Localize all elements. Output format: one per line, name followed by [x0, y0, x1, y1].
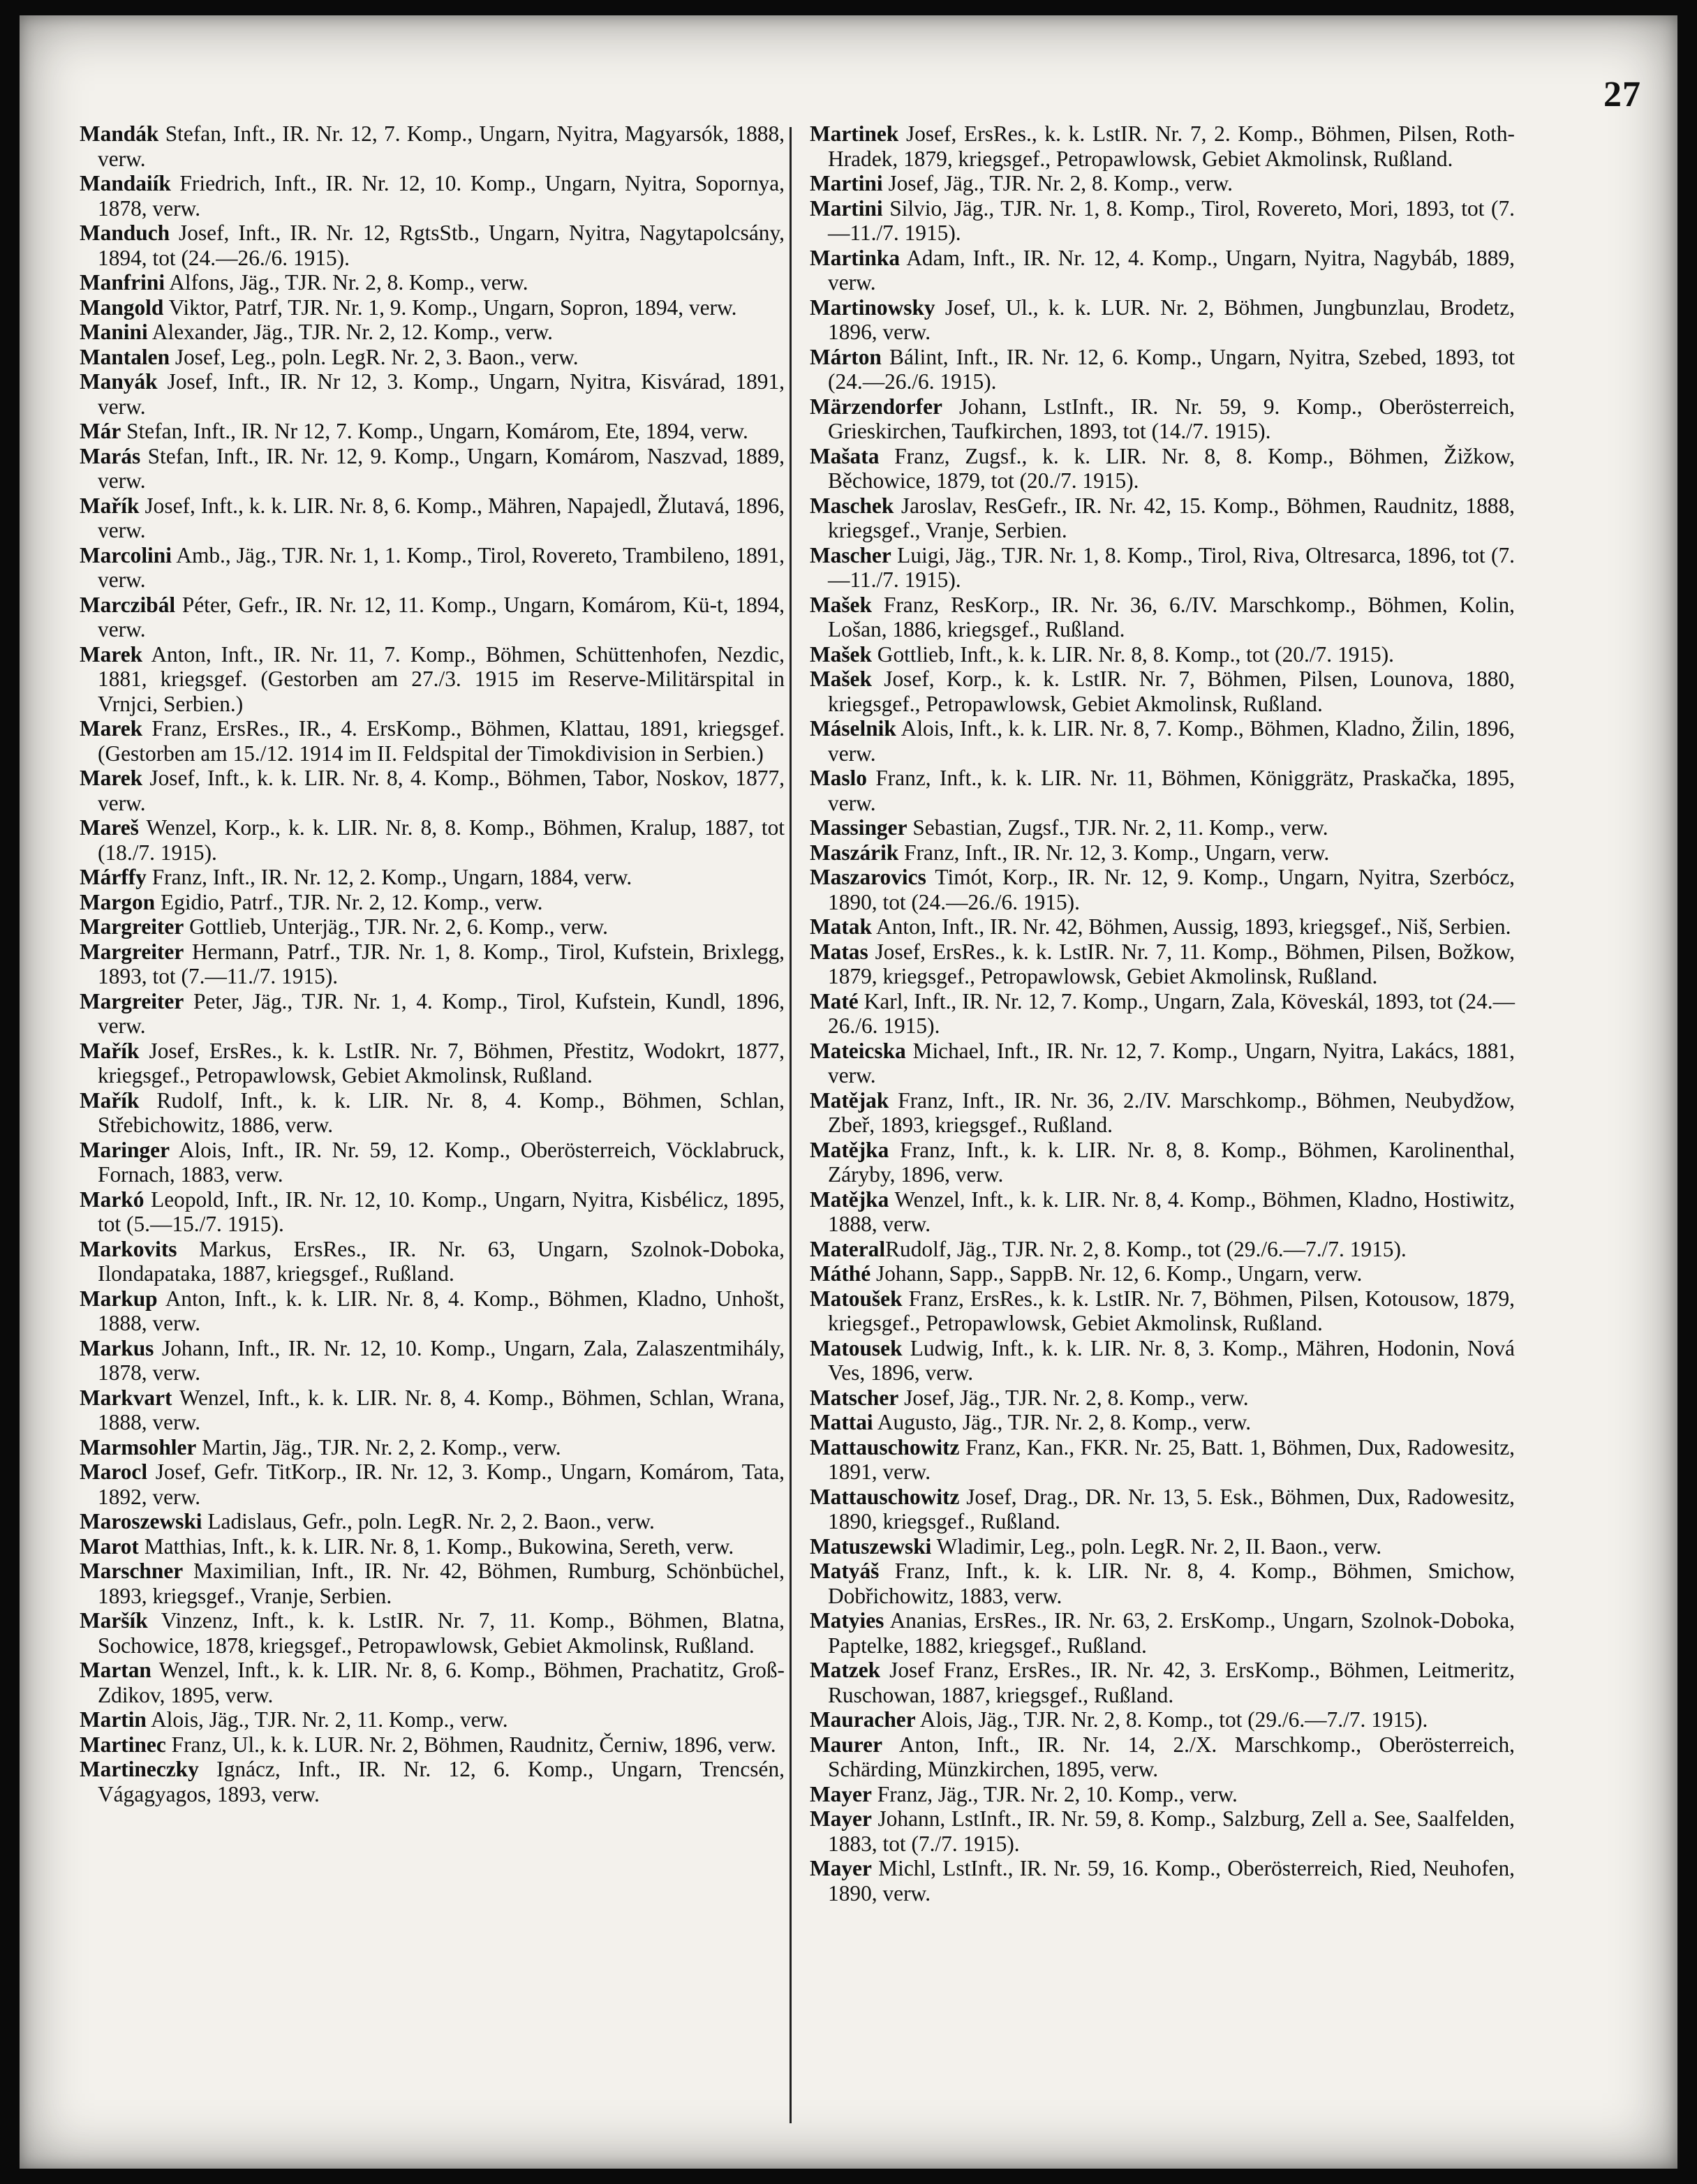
list-entry — [810, 1088, 1515, 1138]
list-entry — [810, 543, 1515, 593]
list-entry — [810, 1336, 1515, 1386]
list-entry — [80, 890, 785, 915]
entry-details: Viktor, Patrf, TJR. Nr. 1, 9. Komp., Ungarn, Sopron, 1894, verw. — [163, 295, 737, 320]
entry-details: Markus, ErsRes., IR. Nr. 63, Ungarn, Szolnok-Doboka, Ilondapataka, 1887, kriegsgef., Rußland. — [98, 1236, 785, 1286]
list-entry — [810, 1534, 1515, 1559]
entry-surname: Maringer — [80, 1137, 170, 1162]
list-entry — [80, 444, 785, 493]
list-entry — [810, 1707, 1515, 1732]
entry-surname: Matscher — [810, 1385, 899, 1410]
entry-details: Jaroslav, ResGefr., IR. Nr. 42, 15. Komp., Böhmen, Raudnitz, 1888, kriegsgef., Vranje, Serbien. — [828, 493, 1515, 542]
entry-surname: Mandák — [80, 121, 159, 146]
entry-surname: Martini — [810, 171, 883, 195]
entry-details: Alexander, Jäg., TJR. Nr. 2, 12. Komp., verw. — [147, 320, 553, 344]
entry-surname: Materal — [810, 1236, 886, 1261]
entry-details: Johann, Inft., IR. Nr. 12, 10. Komp., Ungarn, Zala, Zalaszentmihály, 1878, verw. — [98, 1335, 785, 1385]
entry-surname: Mašek — [810, 667, 872, 691]
entry-details: Leopold, Inft., IR. Nr. 12, 10. Komp., Ungarn, Nyitra, Kisbélicz, 1895, tot (5.—15./7. 1915). — [98, 1187, 785, 1236]
entry-surname: Martin — [80, 1707, 147, 1732]
entry-details: Josef, ErsRes., k. k. LstIR. Nr. 7, 11. Komp., Böhmen, Pilsen, Božkow, 1879, kriegsgef., Petropawlowsk, Gebiet Akmolinsk, Rußland. — [828, 939, 1515, 988]
entry-surname: Marás — [80, 443, 141, 468]
entry-surname: Matějka — [810, 1137, 889, 1162]
entry-surname: Markup — [80, 1286, 158, 1311]
entry-surname: Manduch — [80, 221, 170, 245]
entry-details: Josef Franz, ErsRes., IR. Nr. 42, 3. ErsKomp., Böhmen, Leitmeritz, Ruschowan, 1887, kriegsgef., Rußland. — [828, 1658, 1515, 1707]
entry-surname: Matas — [810, 939, 868, 964]
list-entry — [810, 1658, 1515, 1707]
list-entry — [80, 1757, 785, 1806]
list-entry — [80, 914, 785, 939]
list-entry — [810, 667, 1515, 716]
list-entry — [810, 394, 1515, 444]
list-entry — [810, 1386, 1515, 1411]
entry-surname: Mateicska — [810, 1038, 906, 1063]
list-entry — [810, 766, 1515, 815]
entry-surname: Mašek — [810, 592, 872, 617]
entry-details: Alfons, Jäg., TJR. Nr. 2, 8. Komp., verw. — [165, 270, 528, 295]
entry-details: Peter, Jäg., TJR. Nr. 1, 4. Komp., Tirol, Kufstein, Kundl, 1896, verw. — [98, 988, 785, 1038]
list-entry — [80, 1286, 785, 1336]
entry-details: Johann, LstInft., IR. Nr. 59, 9. Komp., Oberösterreich, Grieskirchen, Taufkirchen, 1893, tot (14./7. 1915). — [828, 394, 1515, 443]
entry-surname: Maszarovics — [810, 865, 926, 889]
entry-details: Josef, Inft., k. k. LIR. Nr. 8, 6. Komp., Mähren, Napajedl, Žlutavá, 1896, verw. — [98, 493, 785, 542]
list-entry — [810, 444, 1515, 493]
entry-details: Gottlieb, Unterjäg., TJR. Nr. 2, 6. Komp., verw. — [184, 914, 608, 939]
list-entry — [810, 246, 1515, 295]
entry-details: Alois, Jäg., TJR. Nr. 2, 8. Komp., tot (29./6.—7./7. 1915). — [915, 1707, 1428, 1732]
list-entry — [80, 1336, 785, 1386]
list-entry — [80, 1386, 785, 1435]
entry-surname: Maszárik — [810, 840, 899, 865]
entry-surname: Marek — [80, 766, 143, 790]
entry-details: Josef, Ul., k. k. LUR. Nr. 2, Böhmen, Jungbunzlau, Brodetz, 1896, verw. — [828, 295, 1515, 344]
entry-surname: Maslo — [810, 766, 867, 790]
entry-details: Bálint, Inft., IR. Nr. 12, 6. Komp., Ungarn, Nyitra, Szebed, 1893, tot (24.—26./6. 1915). — [828, 344, 1515, 394]
entry-surname: Már — [80, 419, 121, 443]
entry-details: Péter, Gefr., IR. Nr. 12, 11. Komp., Ungarn, Komárom, Kü-t, 1894, verw. — [98, 592, 785, 641]
list-entry — [810, 939, 1515, 989]
entry-surname: Mařík — [80, 1087, 140, 1113]
entry-surname: Martineczky — [80, 1757, 199, 1781]
entry-details: Ignácz, Inft., IR. Nr. 12, 6. Komp., Ungarn, Trencsén, Vágagyagos, 1893, verw. — [98, 1757, 785, 1806]
list-entry — [810, 1485, 1515, 1534]
entry-surname: Maté — [810, 988, 859, 1013]
entry-surname: Margreiter — [80, 988, 184, 1013]
list-entry — [80, 1707, 785, 1732]
list-entry — [80, 1039, 785, 1088]
entry-surname: Marek — [80, 641, 143, 667]
list-entry — [810, 1806, 1515, 1856]
entry-surname: Martinka — [810, 245, 901, 270]
entry-details: Michl, LstInft., IR. Nr. 59, 16. Komp., Oberösterreich, Ried, Neuhofen, 1890, verw. — [828, 1856, 1515, 1906]
entry-details: Wenzel, Korp., k. k. LIR. Nr. 8, 8. Komp., Böhmen, Kralup, 1887, tot (18./7. 1915). — [98, 815, 785, 865]
entry-surname: Mašata — [810, 443, 880, 468]
list-entry — [810, 815, 1515, 840]
entry-details: Martin, Jäg., TJR. Nr. 2, 2. Komp., verw. — [196, 1434, 561, 1459]
list-entry — [80, 221, 785, 270]
list-entry — [810, 1856, 1515, 1906]
list-entry — [80, 320, 785, 345]
entry-surname: Matoušek — [810, 1286, 903, 1311]
list-entry — [810, 1138, 1515, 1187]
entry-surname: Matuszewski — [810, 1533, 932, 1559]
entry-surname: Massinger — [810, 815, 907, 840]
list-entry — [80, 1459, 785, 1509]
list-entry — [810, 1732, 1515, 1782]
entry-details: Franz, ResKorp., IR. Nr. 36, 6./IV. Marschkomp., Böhmen, Kolin, Lošan, 1886, kriegsgef., Rußland. — [828, 592, 1515, 641]
entry-surname: Mandaiík — [80, 171, 171, 195]
entry-details: Timót, Korp., IR. Nr. 12, 9. Komp., Ungarn, Nyitra, Szerbócz, 1890, tot (24.—26./6. 1915). — [828, 865, 1515, 914]
entry-details: Vinzenz, Inft., k. k. LstIR. Nr. 7, 11. Komp., Böhmen, Blatna, Sochowice, 1878, kriegsgef., Petropawlowsk, Gebiet Akmolinsk, Rußland. — [98, 1608, 785, 1658]
list-entry — [810, 1187, 1515, 1237]
entry-surname: Mayer — [810, 1781, 872, 1806]
entry-surname: Martinek — [810, 121, 899, 146]
entry-surname: Matyies — [810, 1608, 884, 1633]
entry-details: Hermann, Patrf., TJR. Nr. 1, 8. Komp., Tirol, Kufstein, Brixlegg, 1893, tot (7.—11./7. 1915). — [98, 939, 785, 988]
entry-surname: Matousek — [810, 1335, 903, 1360]
entry-details: Anton, Inft., IR. Nr. 42, Böhmen, Aussig, 1893, kriegsgef., Niš, Serbien. — [871, 914, 1511, 939]
entry-surname: Mattauschowitz — [810, 1434, 960, 1459]
list-entry — [810, 1237, 1515, 1262]
list-entry — [810, 593, 1515, 642]
entry-surname: Mayer — [810, 1806, 872, 1831]
entry-details: Ludwig, Inft., k. k. LIR. Nr. 8, 3. Komp., Mähren, Hodonin, Nová Ves, 1896, verw. — [828, 1335, 1515, 1385]
entry-surname: Márffy — [80, 865, 147, 889]
list-entry — [810, 716, 1515, 766]
entry-details: Johann, Sapp., SappB. Nr. 12, 6. Komp., Ungarn, verw. — [870, 1261, 1363, 1286]
entry-details: Josef, Inft., IR. Nr. 12, RgtsStb., Ungarn, Nyitra, Nagytapolcsány, 1894, tot (24.—26./6. 1915). — [98, 221, 785, 270]
entry-surname: Märzendorfer — [810, 394, 942, 419]
entry-details: Matthias, Inft., k. k. LIR. Nr. 8, 1. Komp., Bukowina, Sereth, verw. — [138, 1533, 734, 1559]
entry-details: Stefan, Inft., IR. Nr. 12, 9. Komp., Ungarn, Komárom, Naszvad, 1889, verw. — [98, 443, 785, 493]
entry-details: Franz, Inft., k. k. LIR. Nr. 8, 4. Komp., Böhmen, Smichow, Dobřichowitz, 1883, verw. — [828, 1559, 1515, 1608]
list-entry — [80, 642, 785, 717]
list-entry — [80, 766, 785, 815]
entry-surname: Manyák — [80, 369, 158, 394]
entry-details: Alois, Inft., IR. Nr. 59, 12. Komp., Oberösterreich, Vöcklabruck, Fornach, 1883, verw. — [98, 1137, 785, 1187]
entry-details: Maximilian, Inft., IR. Nr. 42, Böhmen, Rumburg, Schönbüchel, 1893, kriegsgef., Vranje, Serbien. — [98, 1559, 785, 1608]
list-entry — [810, 295, 1515, 345]
entry-surname: Matak — [810, 914, 872, 939]
list-entry — [80, 1435, 785, 1460]
entry-surname: Mayer — [810, 1856, 872, 1880]
list-entry — [810, 1039, 1515, 1088]
entry-surname: Margon — [80, 889, 156, 914]
list-entry — [80, 1732, 785, 1758]
entry-details: Franz, ErsRes., k. k. LstIR. Nr. 7, Böhmen, Pilsen, Kotousow, 1879, kriegsgef., Petropawlowsk, Gebiet Akmolinsk, Rußland. — [828, 1286, 1515, 1335]
entry-details: Stefan, Inft., IR. Nr. 12, 7. Komp., Ungarn, Nyitra, Magyarsók, 1888, verw. — [98, 121, 785, 171]
list-entry — [80, 593, 785, 642]
entry-details: Franz, Inft., IR. Nr. 12, 3. Komp., Ungarn, verw. — [898, 840, 1330, 865]
entry-details: Franz, Inft., IR. Nr. 36, 2./IV. Marschkomp., Böhmen, Neubydžow, Zbeř, 1893, kriegsgef., Rußland. — [828, 1087, 1515, 1137]
entry-details: Wenzel, Inft., k. k. LIR. Nr. 8, 4. Komp., Böhmen, Schlan, Wrana, 1888, verw. — [98, 1385, 785, 1434]
list-entry — [810, 642, 1515, 667]
entry-surname: Markvart — [80, 1385, 172, 1410]
entry-details: Ladislaus, Gefr., poln. LegR. Nr. 2, 2. Baon., verw. — [202, 1509, 655, 1533]
entry-details: Franz, Zugsf., k. k. LIR. Nr. 8, 8. Komp., Böhmen, Žižkow, Běchowice, 1879, tot (20./7. 1915). — [828, 443, 1515, 493]
list-entry — [810, 345, 1515, 394]
entry-details: Josef, Gefr. TitKorp., IR. Nr. 12, 3. Komp., Ungarn, Komárom, Tata, 1892, verw. — [98, 1459, 785, 1509]
entry-details: Franz, Inft., IR. Nr. 12, 2. Komp., Ungarn, 1884, verw. — [146, 865, 632, 889]
entry-surname: Margreiter — [80, 914, 184, 939]
list-entry — [80, 419, 785, 444]
list-entry — [80, 865, 785, 890]
entry-details: Franz, Ul., k. k. LUR. Nr. 2, Böhmen, Raudnitz, Černiw, 1896, verw. — [165, 1732, 776, 1757]
document-page — [20, 15, 1677, 2169]
entry-surname: Manini — [80, 320, 148, 344]
entry-details: Wenzel, Inft., k. k. LIR. Nr. 8, 6. Komp., Böhmen, Prachatitz, Groß-Zdikov, 1895, verw. — [98, 1658, 785, 1707]
entry-details: Josef, Korp., k. k. LstIR. Nr. 7, Böhmen, Pilsen, Lounova, 1880, kriegsgef., Petropawlowsk, Gebiet Akmolinsk, Rußland. — [828, 667, 1515, 716]
column-divider — [790, 127, 792, 2123]
list-entry — [80, 1534, 785, 1559]
list-entry — [80, 1559, 785, 1608]
entry-surname: Matyáš — [810, 1559, 880, 1583]
list-entry — [80, 369, 785, 419]
entry-surname: Mařík — [80, 493, 140, 518]
entry-details: Rudolf, Jäg., TJR. Nr. 2, 8. Komp., tot (29./6.—7./7. 1915). — [885, 1236, 1407, 1261]
list-entry — [80, 270, 785, 295]
entry-surname: Mangold — [80, 295, 164, 320]
list-entry — [810, 493, 1515, 543]
list-entry — [80, 1138, 785, 1187]
entry-surname: Mařík — [80, 1038, 140, 1063]
entry-surname: Markó — [80, 1187, 144, 1212]
list-entry — [810, 1410, 1515, 1435]
list-entry — [810, 1286, 1515, 1336]
entry-details: Alois, Inft., k. k. LIR. Nr. 8, 7. Komp., Böhmen, Kladno, Žilin, 1896, verw. — [828, 716, 1515, 766]
list-entry — [80, 493, 785, 543]
entry-surname: Matějak — [810, 1087, 889, 1113]
list-entry — [810, 1782, 1515, 1807]
entry-surname: Máthé — [810, 1261, 871, 1286]
list-entry — [80, 815, 785, 865]
list-entry — [810, 196, 1515, 246]
right-column — [810, 121, 1515, 1906]
list-entry — [810, 865, 1515, 914]
entry-details: Gottlieb, Inft., k. k. LIR. Nr. 8, 8. Komp., tot (20./7. 1915). — [871, 641, 1395, 667]
entry-details: Friedrich, Inft., IR. Nr. 12, 10. Komp., Ungarn, Nyitra, Sopornya, 1878, verw. — [98, 171, 785, 221]
entry-details: Amb., Jäg., TJR. Nr. 1, 1. Komp., Tirol, Rovereto, Trambileno, 1891, verw. — [98, 542, 785, 592]
entry-details: Josef, Inft., IR. Nr 12, 3. Komp., Ungarn, Nyitra, Kisvárad, 1891, verw. — [98, 369, 785, 419]
left-column — [80, 121, 785, 1806]
entry-details: Josef, Jäg., TJR. Nr. 2, 8. Komp., verw. — [882, 171, 1233, 195]
list-entry — [80, 1187, 785, 1237]
entry-details: Sebastian, Zugsf., TJR. Nr. 2, 11. Komp., verw. — [907, 815, 1328, 840]
entry-details: Ananias, ErsRes., IR. Nr. 63, 2. ErsKomp., Ungarn, Szolnok-Doboka, Paptelke, 1882, kriegsgef., Rußland. — [828, 1608, 1515, 1658]
list-entry — [810, 171, 1515, 196]
entry-details: Adam, Inft., IR. Nr. 12, 4. Komp., Ungarn, Nyitra, Nagybáb, 1889, verw. — [828, 245, 1515, 295]
list-entry — [80, 1608, 785, 1658]
list-entry — [80, 716, 785, 766]
list-entry — [810, 1261, 1515, 1286]
entry-surname: Manfrini — [80, 270, 165, 295]
list-entry — [80, 295, 785, 320]
entry-details: Egidio, Patrf., TJR. Nr. 2, 12. Komp., verw. — [155, 889, 543, 914]
entry-details: Anton, Inft., IR. Nr. 11, 7. Komp., Böhmen, Schüttenhofen, Nezdic, 1881, kriegsgef. (Gestorben am 27./3. 1915 im Reserve-Militärspital in Vrnjci, Serbien.) — [98, 641, 785, 716]
list-entry — [80, 543, 785, 593]
entry-surname: Matějka — [810, 1187, 889, 1212]
list-entry — [810, 1559, 1515, 1608]
entry-surname: Marcolini — [80, 542, 172, 567]
list-entry — [810, 989, 1515, 1039]
entry-surname: Maurer — [810, 1732, 883, 1757]
entry-surname: Máselnik — [810, 716, 896, 741]
entry-details: Josef, Inft., k. k. LIR. Nr. 8, 4. Komp., Böhmen, Tabor, Noskov, 1877, verw. — [98, 766, 785, 815]
list-entry — [810, 1435, 1515, 1485]
entry-details: Stefan, Inft., IR. Nr 12, 7. Komp., Ungarn, Komárom, Ete, 1894, verw. — [121, 419, 748, 443]
entry-details: Anton, Inft., k. k. LIR. Nr. 8, 4. Komp., Böhmen, Kladno, Unhošt, 1888, verw. — [98, 1286, 785, 1335]
entry-details: Michael, Inft., IR. Nr. 12, 7. Komp., Ungarn, Nyitra, Lakács, 1881, verw. — [828, 1038, 1515, 1087]
entry-surname: Mareš — [80, 815, 139, 840]
list-entry — [810, 914, 1515, 939]
entry-surname: Marek — [80, 716, 143, 741]
entry-surname: Mauracher — [810, 1707, 916, 1732]
entry-surname: Martinec — [80, 1732, 166, 1757]
list-entry — [80, 345, 785, 370]
list-entry — [810, 840, 1515, 866]
entry-details: Josef, ErsRes., k. k. LstIR. Nr. 7, 2. Komp., Böhmen, Pilsen, Roth-Hradek, 1879, kriegsgef., Petropawlowsk, Gebiet Akmolinsk, Rußland. — [828, 121, 1515, 171]
entry-details: Johann, LstInft., IR. Nr. 59, 8. Komp., Salzburg, Zell a. See, Saalfelden, 1883, tot (7./7. 1915). — [828, 1806, 1515, 1856]
entry-surname: Marmsohler — [80, 1434, 197, 1459]
entry-details: Franz, Inft., k. k. LIR. Nr. 8, 8. Komp., Böhmen, Karolinenthal, Záryby, 1896, verw. — [828, 1137, 1515, 1187]
entry-details: Franz, Kan., FKR. Nr. 25, Batt. 1, Böhmen, Dux, Radowesitz, 1891, verw. — [828, 1434, 1515, 1484]
list-entry — [80, 1509, 785, 1534]
entry-details: Franz, ErsRes., IR., 4. ErsKomp., Böhmen, Klattau, 1891, kriegsgef. (Gestorben am 15./12. 1914 im II. Feldspital der Timokdivision in Serbien.) — [98, 716, 785, 766]
entry-details: Josef, Jäg., TJR. Nr. 2, 8. Komp., verw. — [898, 1385, 1249, 1410]
list-entry — [80, 171, 785, 221]
entry-details: Franz, Inft., k. k. LIR. Nr. 11, Böhmen, Königgrätz, Praskačka, 1895, verw. — [828, 766, 1515, 815]
entry-surname: Martini — [810, 195, 883, 221]
entry-surname: Maroszewski — [80, 1509, 202, 1533]
entry-surname: Mattauschowitz — [810, 1484, 960, 1509]
entry-surname: Marot — [80, 1533, 139, 1559]
list-entry — [810, 121, 1515, 171]
entry-details: Karl, Inft., IR. Nr. 12, 7. Komp., Ungarn, Zala, Köveskál, 1893, tot (24.—26./6. 1915). — [828, 988, 1515, 1038]
list-entry — [810, 1608, 1515, 1658]
entry-surname: Mattai — [810, 1410, 873, 1434]
entry-surname: Maršík — [80, 1608, 148, 1633]
entry-details: Luigi, Jäg., TJR. Nr. 1, 8. Komp., Tirol, Riva, Oltresarca, 1896, tot (7.—11./7. 1915). — [828, 542, 1515, 592]
list-entry — [80, 939, 785, 989]
list-entry — [80, 1658, 785, 1707]
entry-details: Alois, Jäg., TJR. Nr. 2, 11. Komp., verw. — [146, 1707, 508, 1732]
entry-details: Josef, Drag., DR. Nr. 13, 5. Esk., Böhmen, Dux, Radowesitz, 1890, kriegsgef., Rußland. — [828, 1484, 1515, 1533]
entry-surname: Martinowsky — [810, 295, 935, 320]
entry-surname: Márton — [810, 344, 882, 369]
list-entry — [80, 1237, 785, 1286]
entry-surname: Margreiter — [80, 939, 184, 964]
entry-surname: Martan — [80, 1658, 151, 1682]
entry-surname: Matzek — [810, 1658, 881, 1682]
entry-details: Franz, Jäg., TJR. Nr. 2, 10. Komp., verw. — [871, 1781, 1238, 1806]
entry-details: Josef, ErsRes., k. k. LstIR. Nr. 7, Böhmen, Přestitz, Wodokrt, 1877, kriegsgef., Petropawlowsk, Gebiet Akmolinsk, Rußland. — [98, 1038, 785, 1087]
entry-surname: Marschner — [80, 1559, 184, 1583]
list-entry — [80, 121, 785, 171]
entry-surname: Marocl — [80, 1459, 148, 1484]
entry-surname: Mašek — [810, 641, 872, 667]
entry-details: Wenzel, Inft., k. k. LIR. Nr. 8, 4. Komp., Böhmen, Kladno, Hostiwitz, 1888, verw. — [828, 1187, 1515, 1236]
entry-surname: Marczibál — [80, 592, 176, 617]
list-entry — [80, 1088, 785, 1138]
entry-surname: Maschek — [810, 493, 894, 518]
entry-details: Rudolf, Inft., k. k. LIR. Nr. 8, 4. Komp., Böhmen, Schlan, Střebichowitz, 1886, verw. — [98, 1087, 785, 1137]
page-number: 27 — [1603, 75, 1641, 114]
entry-surname: Mascher — [810, 542, 891, 567]
list-entry — [80, 989, 785, 1039]
entry-details: Anton, Inft., IR. Nr. 14, 2./X. Marschkomp., Oberösterreich, Schärding, Münzkirchen, 1895, verw. — [828, 1732, 1515, 1781]
entry-details: Wladimir, Leg., poln. LegR. Nr. 2, II. Baon., verw. — [931, 1533, 1382, 1559]
entry-details: Josef, Leg., poln. LegR. Nr. 2, 3. Baon., verw. — [170, 344, 579, 369]
entry-details: Silvio, Jäg., TJR. Nr. 1, 8. Komp., Tirol, Rovereto, Mori, 1893, tot (7.—11./7. 1915). — [828, 195, 1515, 245]
entry-surname: Mantalen — [80, 344, 170, 369]
entry-details: Augusto, Jäg., TJR. Nr. 2, 8. Komp., verw. — [873, 1410, 1252, 1434]
entry-surname: Markus — [80, 1335, 154, 1360]
entry-surname: Markovits — [80, 1236, 177, 1261]
